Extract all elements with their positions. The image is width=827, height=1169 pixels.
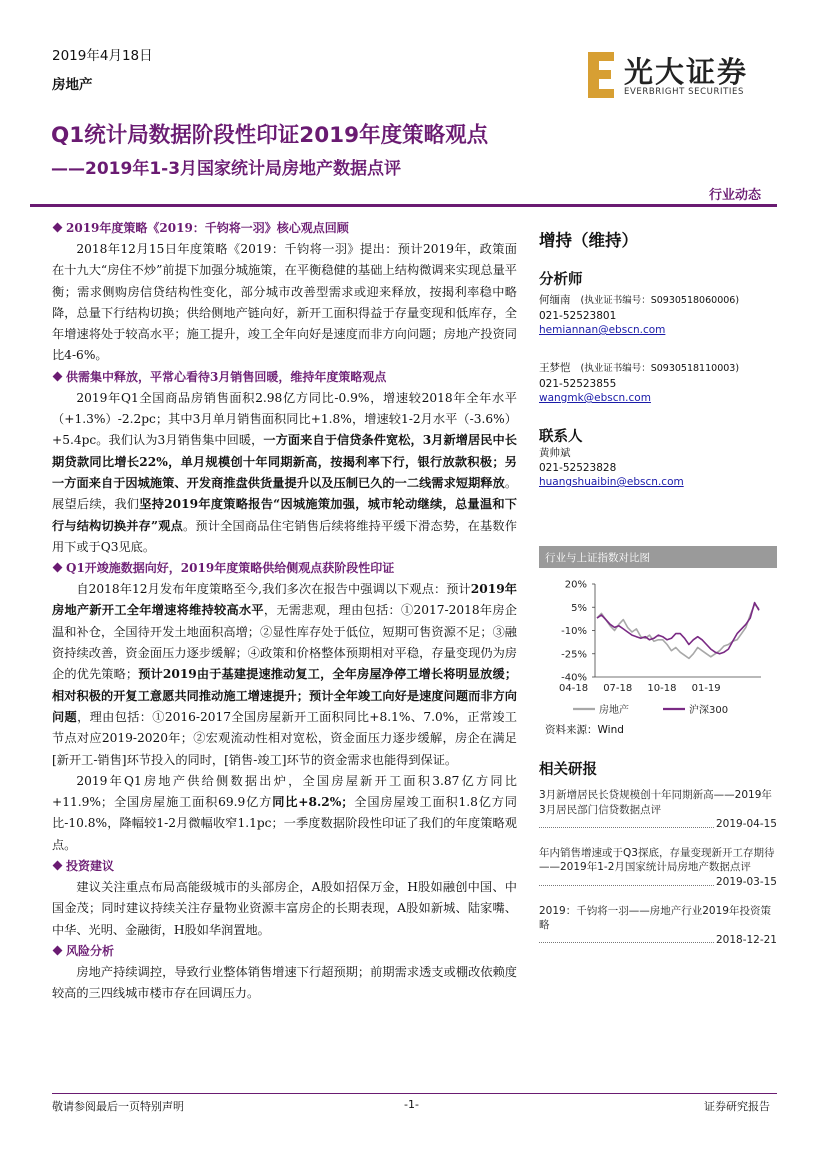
logo-text-en: EVERBRIGHT SECURITIES: [624, 87, 744, 97]
section-paragraph: 建议关注重点布局高能级城市的头部房企，A股如招保万金，H股如融创中国、中国金茂；同时建议持续关注存量物业资源丰富房企的长期表现，A股如新城、陆家嘴、中华、光明、金融街，H股如华润置地。: [52, 880, 517, 937]
x-tick-label: 10-18: [647, 683, 677, 694]
analyst-name: 何缅南: [539, 294, 571, 306]
related-report-date-line: [539, 933, 777, 948]
footer-divider: [52, 1093, 777, 1094]
comparison-chart: [539, 572, 777, 722]
analyst-email-link[interactable]: wangmk@ebscn.com: [539, 392, 651, 404]
y-tick-label: -40%: [561, 672, 587, 684]
main-column: [52, 218, 517, 1005]
related-report-date: 2019-04-15: [715, 818, 777, 831]
sector-label: 房地产: [52, 77, 93, 93]
logo-text-cn: 光大证券: [624, 55, 749, 89]
report-title: Q1统计局数据阶段性印证2019年度策略观点: [51, 123, 489, 148]
legend-label: 沪深300: [689, 705, 729, 716]
chart-title: 行业与上证指数对比图: [545, 552, 650, 564]
contact-card: [539, 446, 779, 490]
x-tick-label: 01-19: [691, 683, 721, 694]
section-heading: 风险分析: [52, 941, 517, 962]
report-subtitle: ——2019年1-3月国家统计局房地产数据点评: [51, 159, 402, 179]
page-number: -1-: [404, 1098, 419, 1111]
related-report-title[interactable]: 3月新增居民长贷规模创十年同期新高——2019年3月居民部门信贷数据点评: [539, 789, 772, 816]
analyst-phone: 021-52523801: [539, 309, 617, 322]
analyst-card: [539, 293, 779, 338]
related-report-title[interactable]: 年内销售增速或于Q3探底，存量变现新开工存期待——2019年1-2月国家统计局房地产数据点评: [539, 846, 775, 874]
section-paragraph: 2019年Q1全国商品房销售面积2.98亿方同比-0.9%，增速较2018年全年水平（+1.3%）-2.2pc；其中3月单月销售面积同比+1.8%，增速较1-2月水平（-3.6%）+5.4pc。我们认为3月销售集中回暖，一方面来自于信贷条件宽松，3月新增居民中长期贷款同比增长22%，单月规模创十年同期新高，按揭利率下行，银行放款积极；另一方面来自于因城施策、开发商推盘供货量提升以及压制已久的一二线需求短期释放。展望后续，我们坚持2019年度策略报告“因城施策加强，城市轮动继续，总量温和下行与结构切换并存”观点。预计全国商品住宅销售后续将维持平缓下滑态势，在基数作用下或于Q3见底。: [52, 390, 517, 554]
related-report-title[interactable]: 2019：千钧将一羽——房地产行业2019年投资策略: [539, 904, 771, 932]
analyst-heading: 分析师: [539, 272, 583, 288]
diamond-bullet-icon: [53, 223, 63, 233]
y-tick-label: -10%: [561, 626, 587, 637]
footer-report-type: 证券研究报告: [704, 1100, 770, 1113]
related-report-date: 2019-03-15: [715, 875, 777, 888]
analyst-card: [539, 361, 779, 406]
footer-disclaimer: 敬请参阅最后一页特别声明: [52, 1100, 184, 1113]
section-paragraph: 自2018年12月发布年度策略至今,我们多次在报告中强调以下观点：预计2019年房地产新开工全年增速将维持较高水平，无需悲观，理由包括：①2017-2018年房企温和补仓，全国待开发土地面积高增；②显性库存处于低位，短期可售资源不足；③融资持续改善，资金面压力逐步缓解；④政策和价格整体预期相对平稳，存量变现仍为房企的优先策略；预计2019由于基建提速推动复工，全年房屋净停工增长将明显放缓；相对积极的开复工意愿共同推动施工增速提升；预计全年竣工向好是速度问题而非方向问题，理由包括：①2016-2017全国房屋新开工面积同比+8.1%、7.0%，正常竣工节点对应2019-2020年；②宏观流动性相对宽松，资金面压力逐步缓解，房企在满足[新开工-销售]环节投入的同时，[销售-竣工]环节的资金需求也能得到保证。: [52, 582, 518, 767]
contact-heading: 联系人: [539, 429, 583, 445]
section-heading: 投资建议: [52, 856, 517, 877]
related-report-item[interactable]: [539, 846, 777, 890]
chart-source: 资料来源：Wind: [545, 724, 624, 736]
section-paragraph: 2018年12月15日年度策略《2019：千钧将一羽》提出：预计2019年，政策面在十九大“房住不炒”前提下加强分城施策，在平衡稳健的基础上结构微调来实现总量平衡；需求侧购房信贷结构性变化，部分城市改善型需求或迎来释放，按揭利率稳中略降，总量下行结构切换；供给侧地产链向好，新开工面积得益于存量变现和低库存，全年增速将处于较高水平；施工提升，竣工全年向好是速度而非方向问题；房地产投资同比4-6%。: [52, 242, 517, 363]
analyst-phone: 021-52523855: [539, 377, 617, 390]
analyst-cert: (执业证书编号：S0930518110003): [580, 363, 740, 374]
y-tick-label: 5%: [571, 602, 587, 614]
contact-email-link[interactable]: huangshuaibin@ebscn.com: [539, 476, 684, 488]
x-tick-label: 04-18: [559, 683, 589, 694]
report-date: 2019年4月18日: [52, 48, 153, 64]
legend-label: 房地产: [599, 705, 629, 716]
related-report-item[interactable]: [539, 904, 777, 948]
diamond-bullet-icon: [53, 861, 63, 871]
related-heading: 相关研报: [539, 762, 597, 778]
company-logo: [586, 50, 776, 102]
section-paragraph: 房地产持续调控，导致行业整体销售增速下行超预期；前期需求透支或棚改依赖度较高的三四线城市楼市存在回调压力。: [52, 964, 517, 1001]
chart-title-bar: [539, 546, 777, 568]
logo-icon: [586, 50, 616, 100]
series-line-hs300: [597, 603, 759, 654]
report-type-tag: 行业动态: [709, 188, 762, 203]
analyst-name-line: [539, 361, 779, 377]
section-heading: Q1开竣施数据向好，2019年度策略供给侧观点获阶段性印证: [52, 558, 517, 579]
analyst-email-link[interactable]: hemiannan@ebscn.com: [539, 324, 666, 336]
related-reports: [539, 788, 777, 947]
contact-phone: 021-52523828: [539, 461, 617, 474]
x-tick-label: 07-18: [603, 683, 633, 694]
diamond-bullet-icon: [53, 563, 63, 573]
section-paragraph: 2019年Q1房地产供给侧数据出炉，全国房屋新开工面积3.87亿方同比+11.9%；全国房屋施工面积69.9亿方同比+8.2%；全国房屋竣工面积1.8亿方同比-10.8%，降幅较1-2月微幅收窄1.1pc；一季度数据阶段性印证了我们的年度策略观点。: [52, 773, 517, 852]
related-report-item[interactable]: [539, 788, 777, 832]
series-line-real-estate: [597, 604, 759, 658]
title-divider: [30, 204, 777, 207]
diamond-bullet-icon: [53, 945, 63, 955]
related-report-date-line: [539, 817, 777, 832]
y-tick-label: 20%: [564, 579, 587, 591]
analyst-name-line: [539, 293, 779, 309]
related-report-date-line: [539, 875, 777, 890]
section-heading: 2019年度策略《2019：千钧将一羽》核心观点回顾: [52, 218, 517, 239]
section-heading: 供需集中释放，平常心看待3月销售回暖，维持年度策略观点: [52, 367, 517, 388]
analyst-cert: (执业证书编号：S0930518060006): [580, 295, 740, 306]
rating: 增持（维持）: [539, 231, 638, 250]
analyst-name: 王梦恺: [539, 362, 571, 374]
y-tick-label: -25%: [561, 649, 587, 661]
diamond-bullet-icon: [53, 371, 63, 381]
contact-name: 黄帅斌: [539, 447, 571, 459]
related-report-date: 2018-12-21: [715, 933, 777, 946]
